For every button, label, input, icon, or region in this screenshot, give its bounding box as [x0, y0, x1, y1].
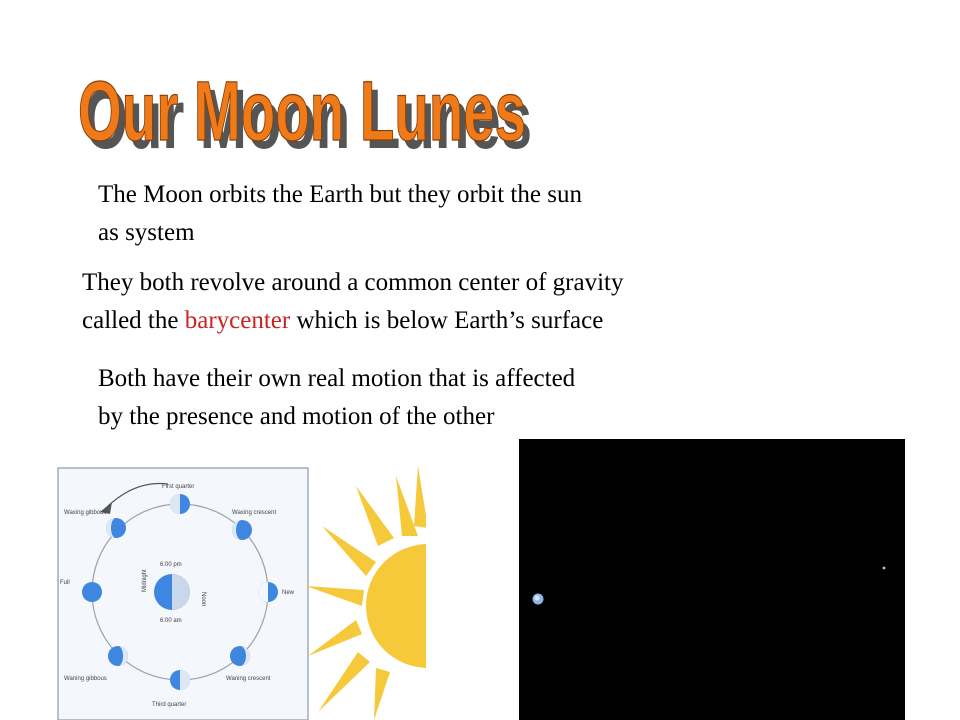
paragraph-orbit: [98, 176, 738, 252]
title-shadow: Our Moon Lunes: [84, 72, 532, 162]
text-line-highlight: [82, 302, 802, 340]
paragraph-motion: [98, 360, 738, 436]
phase-label: Full: [60, 580, 70, 586]
phase-label: First quarter: [162, 484, 195, 490]
text-line: They both revolve around a common center of gravity: [82, 269, 624, 296]
paragraph-barycenter: [82, 264, 802, 340]
earth-label: 6:00 pm: [160, 562, 182, 568]
text-line: The Moon orbits the Earth but they orbit the sun: [98, 181, 582, 208]
slide-title: [72, 22, 542, 162]
phase-label: New: [282, 590, 295, 596]
phase-label: Third quarter: [152, 702, 187, 708]
moon-icon: [883, 567, 886, 570]
barycenter-term: barycenter: [184, 307, 291, 334]
phase-label: Waxing crescent: [232, 510, 277, 516]
phase-label: Waning gibbous: [64, 676, 107, 682]
phase-label: Waxing gibbous: [64, 510, 107, 516]
earth-label: 6:00 am: [160, 618, 182, 624]
moon-phase-diagram: [56, 466, 426, 720]
text-fragment: called the: [82, 307, 185, 334]
earth-label: Noon: [200, 592, 206, 607]
phase-label: Waning crescent: [226, 676, 271, 682]
title-text: Our Moon Lunes: [78, 64, 526, 158]
text-fragment: which is below Earth’s surface: [290, 307, 604, 334]
earth-label: Midnight: [142, 569, 148, 592]
text-line: by the presence and motion of the other: [98, 403, 495, 430]
text-line: Both have their own real motion that is affected: [98, 365, 576, 392]
earth-moon-space-image: [519, 439, 905, 720]
text-line: as system: [98, 219, 195, 246]
